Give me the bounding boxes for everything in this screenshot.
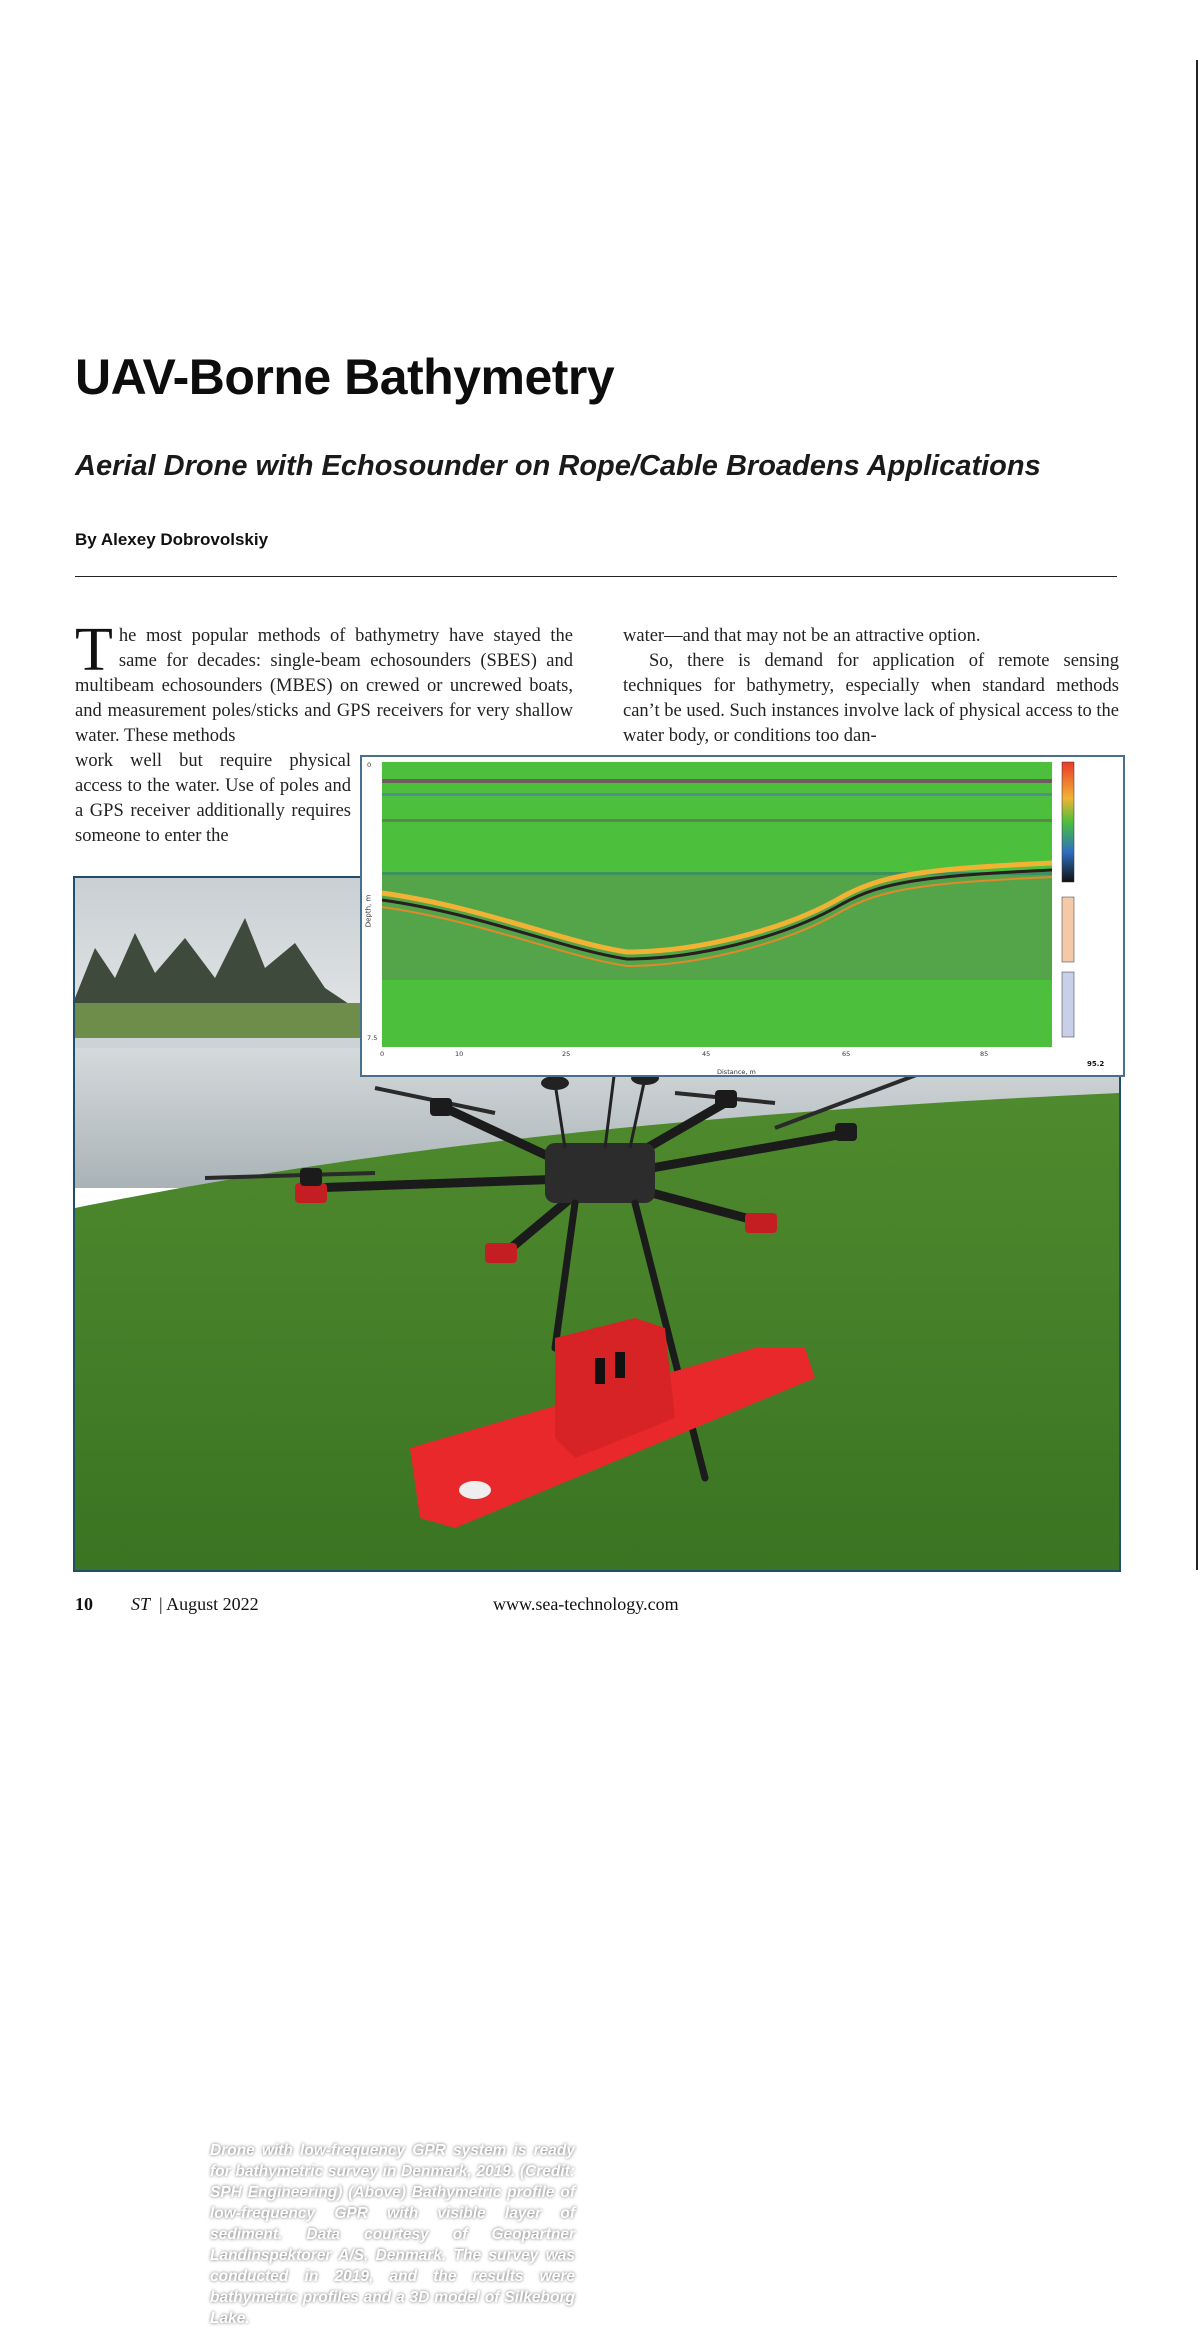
intro-paragraph-continued: work well but require physical access to the water. Use of poles and a GPS receiver additionally requires someone to enter the — [75, 751, 351, 846]
gpr-x-tick: 10 — [455, 1050, 464, 1058]
page-number: 10 — [75, 1594, 93, 1614]
gpr-x-axis-label: Distance, m — [717, 1068, 756, 1076]
gpr-x-tick: 85 — [980, 1050, 989, 1058]
col2-paragraph-1: water—and that may not be an attractive option. — [623, 626, 981, 646]
byline: By Alexey Dobrovolskiy — [75, 530, 269, 549]
gpr-x-end-value: 95.2 — [1087, 1060, 1105, 1068]
magazine-name: ST — [131, 1594, 151, 1614]
article-title: UAV-Borne Bathymetry — [75, 349, 615, 405]
gpr-y-axis-label: Depth, m — [364, 894, 373, 928]
gpr-profile-figure — [360, 755, 1125, 1077]
article-subtitle: Aerial Drone with Echosounder on Rope/Cable Broadens Applications — [75, 450, 1041, 482]
drop-cap: T — [75, 616, 113, 684]
magazine-issue — [131, 1594, 259, 1615]
gpr-x-tick: 65 — [842, 1050, 851, 1058]
gpr-y-tick: 0 — [367, 761, 372, 769]
website-url[interactable]: www.sea-technology.com — [493, 1594, 679, 1614]
issue-date: | August 2022 — [159, 1594, 259, 1614]
gpr-x-tick: 0 — [380, 1050, 385, 1058]
column-1 — [75, 616, 573, 749]
intro-paragraph — [75, 616, 573, 749]
column-1-wrap — [75, 749, 351, 849]
gpr-x-tick: 45 — [702, 1050, 711, 1058]
figure-caption: Drone with low-frequency GPR system is ready for bathymetric survey in Denmark, 2019. (Credit: SPH Engineering) (Above) Bathymetric profile of low-frequency GPR with visible layer of sediment. Data courtesy of Geopartner Landinspektorer A/S, Denmark. The survey was conducted in 2019, and the results were bathymetric profiles and a 3D model of Silkeborg Lake. — [210, 2142, 575, 2327]
gpr-y-tick: 7.5 — [367, 1034, 378, 1042]
column-2 — [623, 624, 1119, 749]
gpr-radargram — [362, 757, 1123, 1075]
gpr-x-tick: 25 — [562, 1050, 571, 1058]
intro-text: he most popular methods of bathymetry have stayed the same for decades: single-beam echosounders (SBES) and multibeam echosounders (MBES) on crewed or uncrewed boats, and measurement poles/sticks and GPS receivers for very shallow water. These methods — [75, 626, 573, 746]
page-edge-rule — [1196, 60, 1198, 1570]
col2-paragraph-2: So, there is demand for application of remote sensing techniques for bathymetry, especially when standard methods can’t be used. Such instances involve lack of physical access to the water body, or conditions too dan- — [623, 651, 1119, 746]
header-divider — [75, 576, 1117, 577]
